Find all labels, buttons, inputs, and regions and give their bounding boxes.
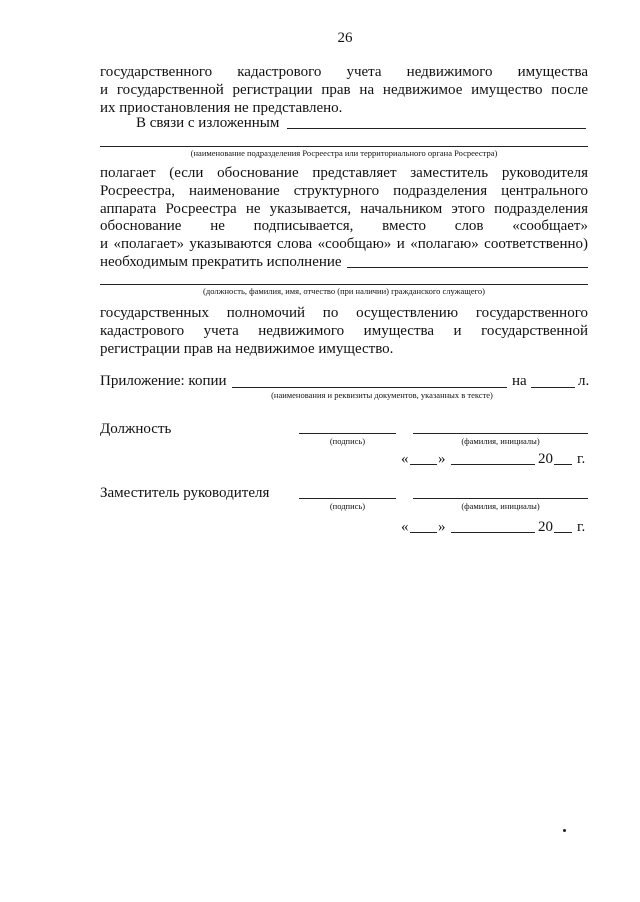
paragraph1-line2: и государственной регистрации прав на недвижимое имущество после	[100, 82, 588, 98]
signature1-month-line	[451, 464, 535, 465]
signature2-year-prefix: 20	[538, 519, 553, 535]
signature1-name-line	[413, 433, 588, 434]
signature2-close-quote: »	[438, 519, 446, 535]
division-full-line	[100, 146, 588, 147]
paragraph2-line4	[100, 217, 588, 235]
word: «сообщает»	[512, 218, 588, 234]
word: не	[210, 218, 225, 234]
signature2-day-line	[410, 532, 437, 533]
sheets-blank-line	[531, 387, 575, 388]
signature2-sign-caption: (подпись)	[329, 501, 366, 511]
signature1-name-caption: (фамилия, инициалы)	[461, 436, 540, 446]
paragraph3-line3: регистрации прав на недвижимое имущество.	[100, 341, 394, 357]
caption-attachment: (наименования и реквизиты документов, указанных в тексте)	[271, 390, 493, 400]
signature1-day-line	[410, 464, 437, 465]
word: вместо	[382, 218, 427, 234]
paragraph2-line2: Росреестра, наименование структурного подразделения центрального	[100, 183, 588, 199]
paragraph3-line2: кадастрового учета недвижимого имущества и государственной	[100, 323, 588, 339]
caption-division: (наименование подразделения Росреестра или территориального органа Росреестра)	[190, 148, 498, 158]
signature1-year-prefix: 20	[538, 451, 553, 467]
division-blank-line	[287, 128, 586, 129]
signature2-year-line	[554, 532, 572, 533]
paragraph2-line3: аппарата Росреестра не указывается, начальником этого подразделения	[100, 201, 588, 217]
signature2-sign-line	[299, 498, 396, 499]
paragraph2-line6: необходимым прекратить исполнение	[100, 254, 342, 270]
paragraph1-line1: государственного кадастрового учета недвижимого имущества	[100, 64, 588, 80]
signature2-year-suffix: г.	[577, 519, 586, 535]
signature1-year-suffix: г.	[577, 451, 586, 467]
word: слов	[454, 218, 484, 234]
paragraph2-line1: полагает (если обоснование представляет заместитель руководителя	[100, 165, 588, 181]
paragraph1-line3: их приостановления не представлено.	[100, 100, 343, 116]
signature1-year-line	[554, 464, 572, 465]
official-full-line	[100, 284, 588, 285]
attachment-label: Приложение: копии	[100, 373, 227, 389]
page-number: 26	[337, 30, 353, 46]
word: подписывается,	[253, 218, 354, 234]
signature2-name-caption: (фамилия, инициалы)	[461, 501, 540, 511]
scan-speck	[563, 829, 566, 832]
caption-official: (должность, фамилия, имя, отчество (при наличии) гражданского служащего)	[203, 286, 485, 296]
in-view-text: В связи с изложенным	[136, 115, 280, 131]
signature2-open-quote: «	[401, 519, 409, 535]
signature1-title: Должность	[100, 421, 172, 437]
word: обоснование	[100, 218, 182, 234]
signature2-title: Заместитель руководителя	[100, 485, 270, 501]
signature1-sign-line	[299, 433, 396, 434]
attachment-sheets: л.	[578, 373, 590, 389]
paragraph2-line5: и «полагает» указываются слова «сообщаю» и «полагаю» соответственно)	[100, 236, 588, 252]
signature1-close-quote: »	[438, 451, 446, 467]
attachment-blank-line	[232, 387, 507, 388]
paragraph3-line1: государственных полномочий по осуществлению государственного	[100, 305, 588, 321]
signature2-name-line	[413, 498, 588, 499]
official-blank-line	[347, 267, 588, 268]
signature1-open-quote: «	[401, 451, 409, 467]
attachment-on: на	[512, 373, 527, 389]
signature1-sign-caption: (подпись)	[329, 436, 366, 446]
signature2-month-line	[451, 532, 535, 533]
